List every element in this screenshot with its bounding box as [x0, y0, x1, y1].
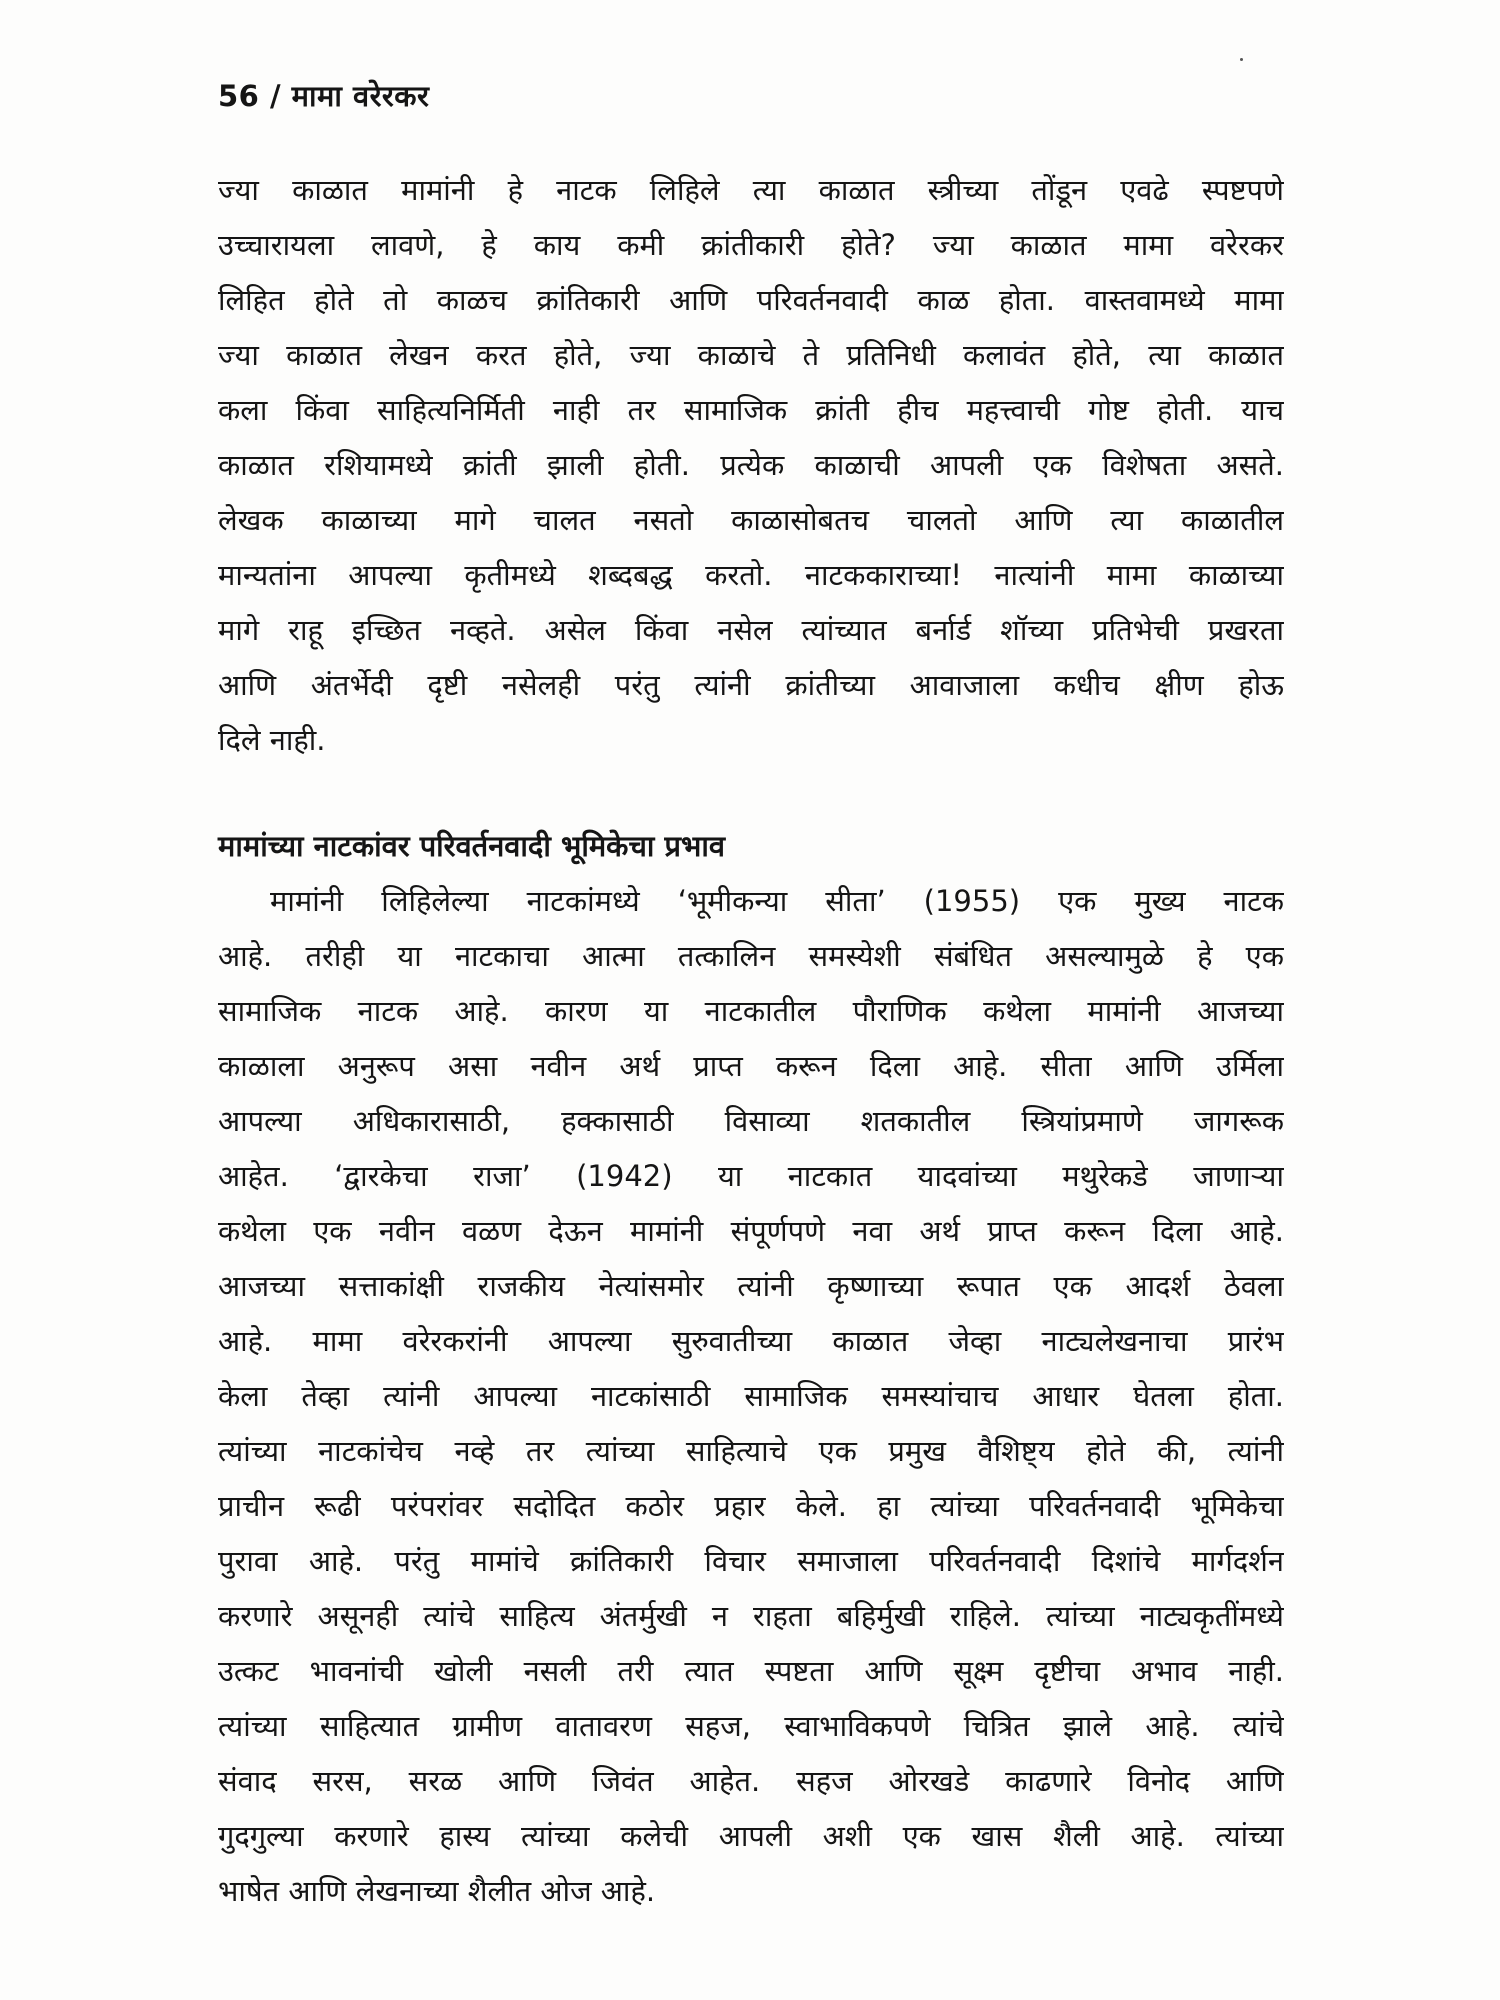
- text-line: लिहित होते तो काळच क्रांतिकारी आणि परिवर्तनवादी काळ होता. वास्तवामध्ये मामा: [218, 283, 1284, 317]
- text-line: आहे. तरीही या नाटकाचा आत्मा तत्कालिन समस्येशी संबंधित असल्यामुळे हे एक: [218, 939, 1284, 973]
- running-head: 56 / मामा वरेरकर: [218, 79, 430, 113]
- text-line: आणि अंतर्भेदी दृष्टी नसेलही परंतु त्यांनी क्रांतीच्या आवाजाला कधीच क्षीण होऊ: [218, 668, 1284, 702]
- text-line: आपल्या अधिकारासाठी, हक्कासाठी विसाव्या शतकातील स्त्रियांप्रमाणे जागरूक: [218, 1104, 1284, 1138]
- text-line: उच्चारायला लावणे, हे काय कमी क्रांतीकारी होते? ज्या काळात मामा वरेरकर: [218, 228, 1284, 262]
- text-line: मागे राहू इच्छित नव्हते. असेल किंवा नसेल त्यांच्यात बर्नार्ड शॉच्या प्रतिभेची प्रखरता: [218, 613, 1284, 647]
- text-line: त्यांच्या नाटकांचेच नव्हे तर त्यांच्या साहित्याचे एक प्रमुख वैशिष्ट्य होते की, त्यांनी: [218, 1434, 1284, 1468]
- text-line: त्यांच्या साहित्यात ग्रामीण वातावरण सहज, स्वाभाविकपणे चित्रित झाले आहे. त्यांचे: [218, 1709, 1284, 1743]
- scan-speck: [1240, 58, 1243, 61]
- text-line: काळाला अनुरूप असा नवीन अर्थ प्राप्त करून दिला आहे. सीता आणि उर्मिला: [218, 1049, 1284, 1083]
- text-line: ज्या काळात मामांनी हे नाटक लिहिले त्या काळात स्त्रीच्या तोंडून एवढे स्पष्टपणे: [218, 173, 1284, 207]
- text-line: काळात रशियामध्ये क्रांती झाली होती. प्रत्येक काळाची आपली एक विशेषता असते.: [218, 448, 1284, 482]
- text-line: संवाद सरस, सरळ आणि जिवंत आहेत. सहज ओरखडे काढणारे विनोद आणि: [218, 1764, 1284, 1798]
- text-line: कला किंवा साहित्यनिर्मिती नाही तर सामाजिक क्रांती हीच महत्त्वाची गोष्ट होती. याच: [218, 393, 1284, 427]
- text-line: आहेत. ‘द्वारकेचा राजा’ (1942) या नाटकात यादवांच्या मथुरेकडे जाणाऱ्या: [218, 1159, 1284, 1193]
- text-line: उत्कट भावनांची खोली नसली तरी त्यात स्पष्टता आणि सूक्ष्म दृष्टीचा अभाव नाही.: [218, 1654, 1284, 1688]
- text-line: ज्या काळात लेखन करत होते, ज्या काळाचे ते प्रतिनिधी कलावंत होते, त्या काळात: [218, 338, 1284, 372]
- paragraph-1: [218, 163, 1284, 768]
- text-line: आहे. मामा वरेरकरांनी आपल्या सुरुवातीच्या काळात जेव्हा नाट्यलेखनाचा प्रारंभ: [218, 1324, 1284, 1358]
- text-line: मामांनी लिहिलेल्या नाटकांमध्ये ‘भूमीकन्या सीता’ (1955) एक मुख्य नाटक: [270, 884, 1284, 918]
- text-line: करणारे असूनही त्यांचे साहित्य अंतर्मुखी न राहता बहिर्मुखी राहिले. त्यांच्या नाट्यकृतींमध्ये: [218, 1599, 1284, 1633]
- paragraph-2: [218, 874, 1284, 1919]
- text-line: प्राचीन रूढी परंपरांवर सदोदित कठोर प्रहार केले. हा त्यांच्या परिवर्तनवादी भूमिकेचा: [218, 1489, 1284, 1523]
- text-line: कथेला एक नवीन वळण देऊन मामांनी संपूर्णपणे नवा अर्थ प्राप्त करून दिला आहे.: [218, 1214, 1284, 1248]
- text-line: केला तेव्हा त्यांनी आपल्या नाटकांसाठी सामाजिक समस्यांचाच आधार घेतला होता.: [218, 1379, 1284, 1413]
- text-line: दिले नाही.: [218, 723, 326, 757]
- text-line: आजच्या सत्ताकांक्षी राजकीय नेत्यांसमोर त्यांनी कृष्णाच्या रूपात एक आदर्श ठेवला: [218, 1269, 1284, 1303]
- section-heading: मामांच्या नाटकांवर परिवर्तनवादी भूमिकेचा प्रभाव: [218, 829, 725, 863]
- text-line: लेखक काळाच्या मागे चालत नसतो काळासोबतच चालतो आणि त्या काळातील: [218, 503, 1284, 537]
- text-line: सामाजिक नाटक आहे. कारण या नाटकातील पौराणिक कथेला मामांनी आजच्या: [218, 994, 1284, 1028]
- text-line: गुदगुल्या करणारे हास्य त्यांच्या कलेची आपली अशी एक खास शैली आहे. त्यांच्या: [218, 1819, 1284, 1853]
- text-line: मान्यतांना आपल्या कृतीमध्ये शब्दबद्ध करतो. नाटककाराच्या! नात्यांनी मामा काळाच्या: [218, 558, 1284, 592]
- text-line: भाषेत आणि लेखनाच्या शैलीत ओज आहे.: [218, 1874, 656, 1908]
- text-line: पुरावा आहे. परंतु मामांचे क्रांतिकारी विचार समाजाला परिवर्तनवादी दिशांचे मार्गदर्शन: [218, 1544, 1284, 1578]
